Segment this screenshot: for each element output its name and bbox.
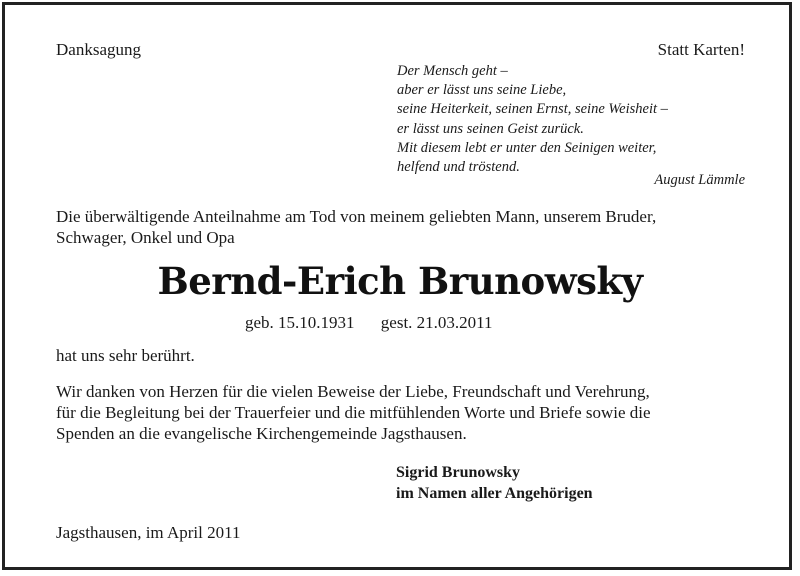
heading-danksagung: Danksagung (56, 40, 141, 59)
poem-author: August Lämmle (654, 172, 745, 188)
birth-date: geb. 15.10.1931 (245, 313, 355, 332)
poem-line: seine Heiterkeit, seinen Ernst, seine Weisheit – (397, 101, 668, 118)
death-date: gest. 21.03.2011 (380, 313, 493, 332)
signature-name: Sigrid Brunowsky (396, 464, 521, 481)
place-date: Jagsthausen, im April 2011 (56, 523, 241, 542)
moved-text: hat uns sehr berührt. (56, 346, 195, 365)
thanks-line: Wir danken von Herzen für die vielen Beweise der Liebe, Freundschaft und Verehrung, (56, 382, 650, 401)
deceased-name: Bernd-Erich Brunowsky (157, 259, 643, 303)
life-dates (245, 313, 493, 333)
heading-statt-karten: Statt Karten! (657, 40, 745, 59)
signature-subline: im Namen aller Angehörigen (396, 485, 593, 502)
thanks-text (56, 381, 756, 444)
intro-line: Die überwältigende Anteilnahme am Tod von meinem geliebten Mann, unserem Bruder, (56, 207, 657, 226)
intro-text (56, 206, 746, 248)
thanks-line: für die Begleitung bei der Trauerfeier und die mitfühlenden Worte und Briefe sowie die (56, 403, 651, 422)
thanks-line: Spenden an die evangelische Kirchengemeinde Jagsthausen. (56, 424, 467, 443)
poem (397, 62, 668, 177)
poem-line: Mit diesem lebt er unter den Seinigen weiter, (397, 139, 657, 156)
poem-line: er lässt uns seinen Geist zurück. (397, 120, 584, 137)
poem-line: aber er lässt uns seine Liebe, (397, 82, 567, 99)
signature (396, 462, 593, 504)
poem-line: Der Mensch geht – (397, 63, 508, 79)
poem-line: helfend und tröstend. (397, 159, 520, 176)
intro-line: Schwager, Onkel und Opa (56, 228, 235, 247)
